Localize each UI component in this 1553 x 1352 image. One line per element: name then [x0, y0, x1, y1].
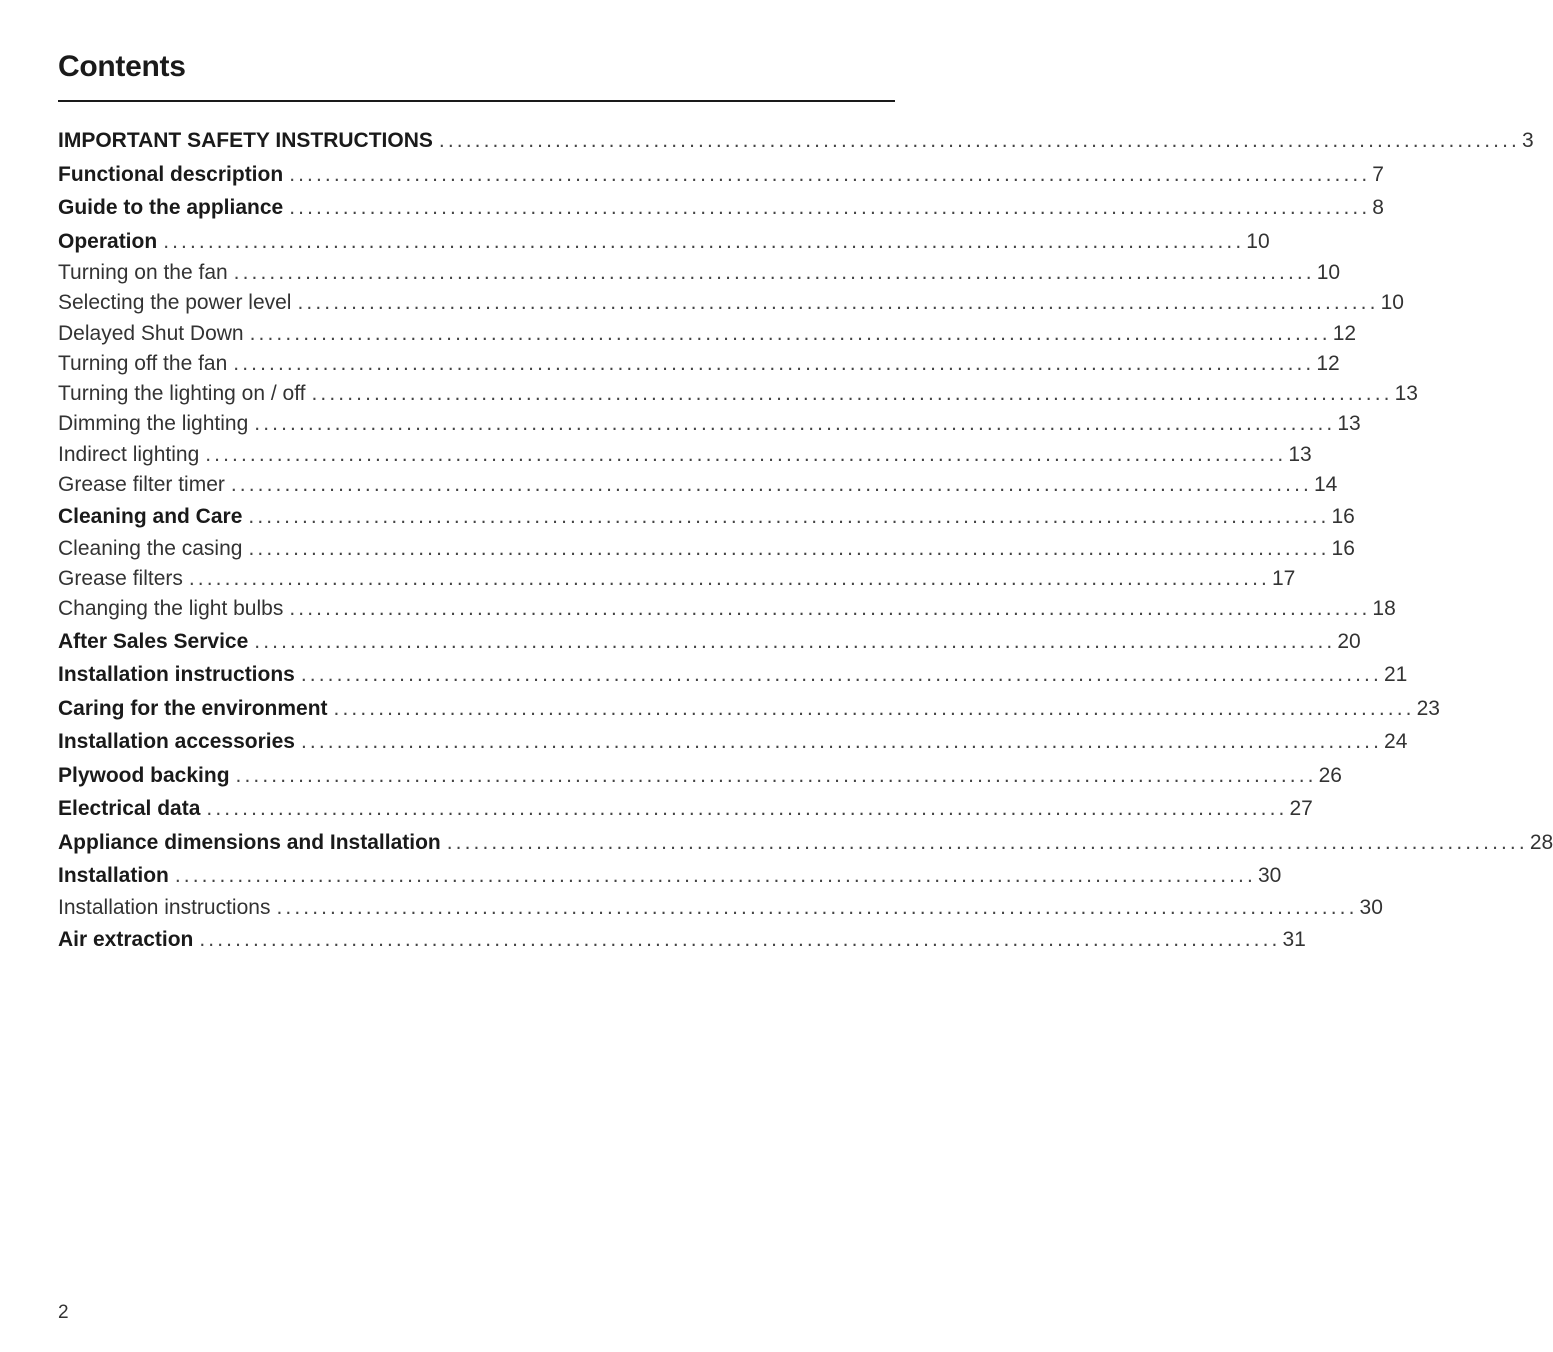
toc-entry-label: Installation accessories [58, 730, 295, 754]
toc-dot-leader: ......................................................................................................................... [289, 597, 1371, 621]
toc-entry-page: 13 [1394, 382, 1418, 406]
toc-entry-page: 13 [1288, 442, 1312, 466]
title-divider [58, 100, 895, 102]
toc-entry[interactable] [58, 440, 1312, 470]
toc-entry-page: 27 [1289, 797, 1313, 821]
toc-dot-leader: ......................................................................................................................... [254, 412, 1336, 436]
toc-dot-leader: ......................................................................................................................... [276, 895, 1358, 919]
toc-entry-page: 7 [1372, 162, 1384, 186]
toc-entry-label: Grease filters [58, 567, 183, 591]
toc-dot-leader: ......................................................................................................................... [249, 321, 1331, 345]
toc-entry-page: 16 [1331, 536, 1355, 560]
toc-entry[interactable] [58, 725, 1408, 759]
toc-entry-label: Plywood backing [58, 763, 230, 787]
toc-entry-page: 16 [1331, 505, 1355, 529]
toc-entry-label: Guide to the appliance [58, 196, 284, 219]
toc-dot-leader: ......................................................................................................................... [206, 797, 1288, 821]
toc-dot-leader: ......................................................................................................................... [188, 567, 1270, 591]
table-of-contents [58, 124, 1553, 957]
toc-entry-label: Changing the light bulbs [58, 597, 284, 621]
toc-entry[interactable] [58, 225, 1270, 259]
toc-entry-label: Operation [58, 229, 158, 253]
toc-dot-leader: ......................................................................................................................... [230, 473, 1312, 497]
toc-entry-page: 18 [1372, 597, 1396, 621]
toc-entry-label: After Sales Service [58, 629, 249, 653]
toc-entry-label: Turning off the fan [58, 351, 228, 375]
toc-entry-label: Selecting the power level [58, 291, 292, 315]
toc-entry[interactable] [58, 288, 1404, 318]
toc-dot-leader: ......................................................................................................................... [289, 162, 1371, 186]
toc-entry-page: 14 [1313, 473, 1338, 497]
toc-dot-leader: ......................................................................................................................... [233, 351, 1315, 375]
toc-dot-leader: ......................................................................................................................... [333, 696, 1415, 720]
toc-entry[interactable] [58, 349, 1340, 379]
toc-entry-page: 23 [1416, 696, 1440, 720]
toc-dot-leader: ......................................................................................................................... [300, 730, 1383, 754]
toc-entry-label: Installation [58, 864, 169, 888]
toc-entry-label: Air extraction [58, 928, 194, 952]
toc-entry-label: Turning on the fan [58, 261, 228, 284]
toc-entry-page: 10 [1380, 291, 1404, 315]
toc-dot-leader: ......................................................................................................................... [289, 196, 1371, 219]
toc-entry[interactable] [58, 564, 1296, 594]
toc-entry-label: Installation instructions [58, 663, 295, 687]
toc-dot-leader: ......................................................................................................................... [248, 536, 1330, 560]
toc-entry[interactable] [58, 893, 1383, 923]
toc-entry-page: 28 [1529, 830, 1553, 854]
toc-entry[interactable] [58, 470, 1338, 500]
toc-entry[interactable] [58, 658, 1408, 692]
toc-entry-label: Cleaning and Care [58, 505, 243, 529]
toc-entry-page: 31 [1282, 928, 1306, 952]
toc-entry-page: 12 [1332, 321, 1357, 345]
toc-entry-label: Caring for the environment [58, 696, 328, 720]
toc-dot-leader: ......................................................................................................................... [233, 261, 1315, 284]
toc-dot-leader: ......................................................................................................................... [254, 629, 1336, 653]
toc-entry-label: Dimming the lighting [58, 412, 249, 436]
toc-dot-leader: ......................................................................................................................... [163, 229, 1245, 253]
toc-entry[interactable] [58, 258, 1341, 288]
toc-entry-page: 30 [1359, 895, 1383, 919]
toc-dot-leader: ......................................................................................................................... [438, 129, 1520, 152]
toc-entry-page: 30 [1257, 864, 1282, 888]
toc-dot-leader: ......................................................................................................................... [248, 505, 1330, 529]
toc-entry-label: Indirect lighting [58, 442, 200, 466]
toc-entry[interactable] [58, 792, 1313, 826]
toc-entry[interactable] [58, 500, 1355, 534]
toc-entry[interactable] [58, 692, 1440, 726]
toc-entry-label: Grease filter timer [58, 473, 225, 497]
toc-entry-label: Installation instructions [58, 895, 271, 919]
toc-entry-page: 21 [1383, 663, 1408, 687]
toc-entry-page: 26 [1318, 763, 1342, 787]
toc-entry[interactable] [58, 534, 1355, 564]
toc-entry[interactable] [58, 826, 1553, 860]
toc-entry-page: 24 [1384, 730, 1408, 754]
toc-entry[interactable] [58, 319, 1357, 349]
toc-entry-page: 10 [1246, 229, 1270, 253]
toc-entry[interactable] [58, 191, 1384, 225]
toc-dot-leader: ......................................................................................................................... [311, 382, 1393, 406]
toc-entry-label: Functional description [58, 162, 284, 186]
toc-entry[interactable] [58, 859, 1282, 893]
toc-entry[interactable] [58, 625, 1361, 659]
toc-entry[interactable] [58, 158, 1384, 192]
toc-entry[interactable] [58, 594, 1396, 624]
toc-entry-label: Delayed Shut Down [58, 321, 244, 345]
toc-entry-label: Turning the lighting on / off [58, 382, 306, 406]
toc-dot-leader: ......................................................................................................................... [199, 928, 1281, 952]
toc-dot-leader: ......................................................................................................................... [205, 442, 1287, 466]
toc-dot-leader: ......................................................................................................................... [300, 663, 1382, 687]
toc-entry[interactable] [58, 759, 1342, 793]
toc-dot-leader: ......................................................................................................................... [174, 864, 1256, 888]
page-number: 2 [58, 1302, 69, 1323]
page-title: Contents [58, 50, 186, 83]
toc-entry-page: 12 [1316, 351, 1340, 375]
toc-dot-leader: ......................................................................................................................... [235, 763, 1317, 787]
toc-entry[interactable] [58, 923, 1306, 957]
toc-dot-leader: ......................................................................................................................... [297, 291, 1379, 315]
toc-entry[interactable] [58, 124, 1534, 158]
toc-entry-page: 3 [1521, 129, 1534, 152]
toc-entry-page: 13 [1337, 412, 1361, 436]
toc-dot-leader: ......................................................................................................................... [446, 830, 1528, 854]
toc-entry[interactable] [58, 409, 1361, 439]
toc-entry-label: Cleaning the casing [58, 536, 243, 560]
toc-entry-page: 20 [1337, 629, 1361, 653]
toc-entry-label: IMPORTANT SAFETY INSTRUCTIONS [58, 129, 433, 152]
toc-entry-label: Appliance dimensions and Installation [58, 830, 441, 854]
toc-entry[interactable] [58, 379, 1418, 409]
toc-entry-page: 17 [1271, 567, 1296, 591]
toc-entry-page: 8 [1372, 196, 1384, 219]
toc-entry-page: 10 [1316, 261, 1341, 284]
toc-entry-label: Electrical data [58, 797, 201, 821]
